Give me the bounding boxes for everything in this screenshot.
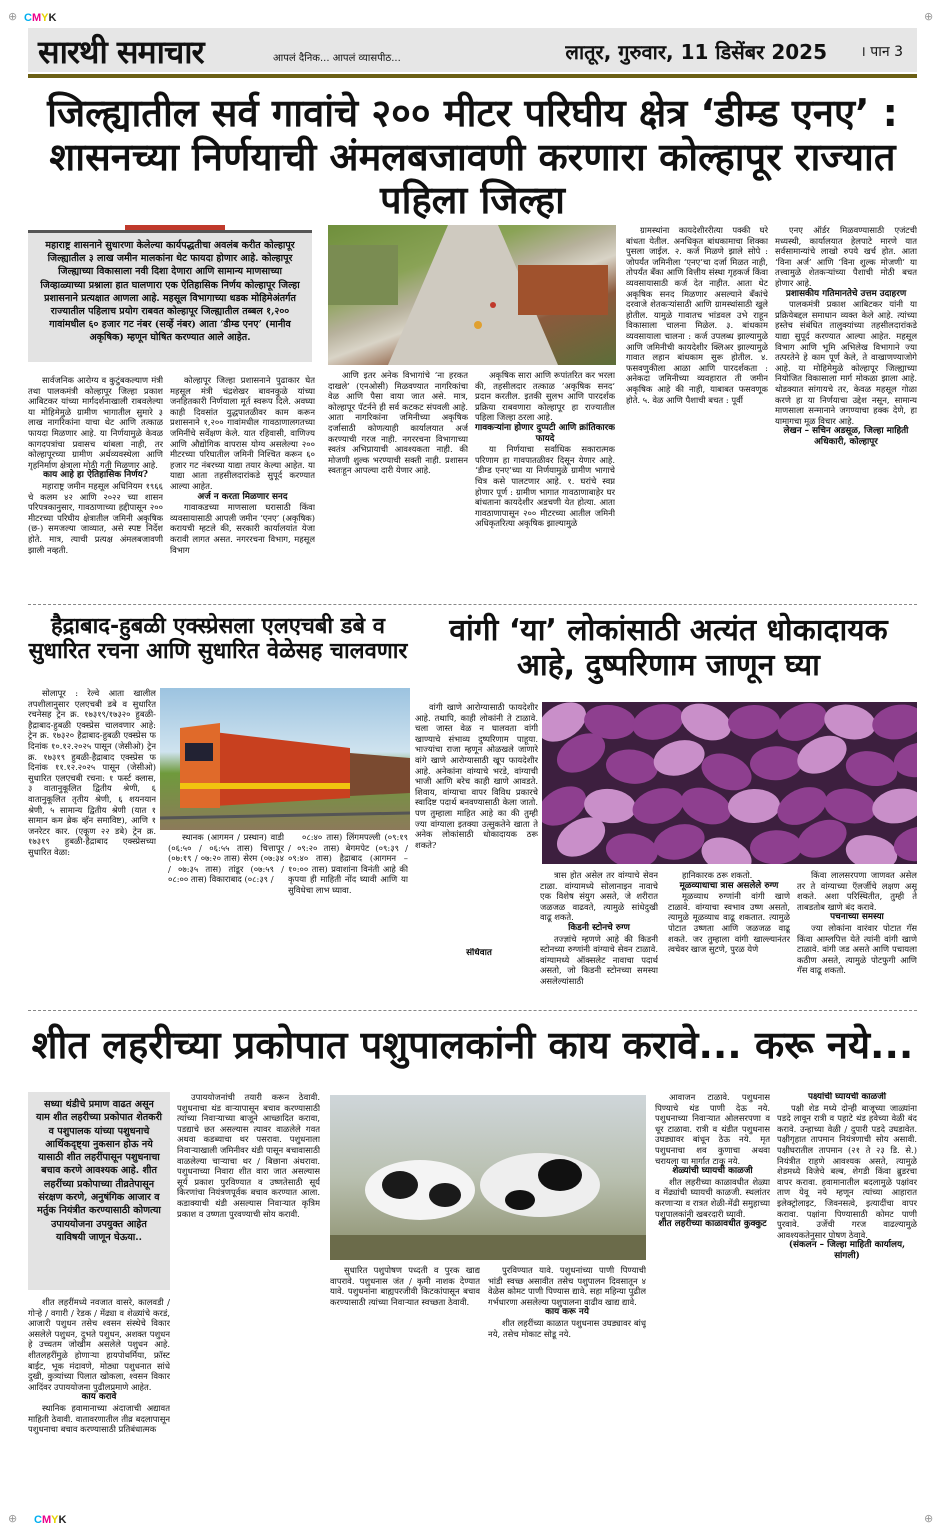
- byline: लेखन – सचिन अडसूळ, जिल्हा माहिती अधिकारी, कोल्हापूर: [783, 426, 909, 447]
- cmyk-y: Y: [51, 1514, 59, 1526]
- subheading: प्रशासकीय गतिमानतेचे उत्तम उदाहरण: [785, 288, 907, 299]
- subheading: पक्ष्यांची घ्यायची काळजी: [807, 1092, 887, 1102]
- masthead: [28, 28, 917, 72]
- eggplant-shape: [749, 745, 802, 781]
- cold-column-4: [488, 1265, 646, 1497]
- cmyk-m: M: [31, 12, 42, 24]
- subheading: मूळव्याधाचा त्रास असलेले रुग्ण: [679, 880, 779, 891]
- eggplant-shape: [628, 782, 687, 829]
- eggplant-shape: [727, 788, 780, 824]
- paragraph: ज्या लोकांना वारंवार पोटात गॅस किंवा आम्लपित्त येते त्यांनी वांगी खाणे टाळावे. वांगी जड असते आणि पचायला कठीण असते, त्यामुळे पोटफुगी आणि गॅस वाढू शकतो.: [797, 922, 917, 976]
- train-column-1: [28, 688, 156, 1003]
- paragraph: पुरविण्यात यावे. पशुधनांच्या पाणी पिण्याची भांडी स्वच्छ असावीत तसेच पशुपालन दिवसातून ४ वेळेस कोमट पाणी पिण्यास द्यावे. सहा महिन्या पुढील गर्भधारणा असलेल्या पशुपालना वाढीव खाद्य द्यावे.: [488, 1265, 646, 1307]
- lead-column-3: [328, 370, 468, 600]
- paragraph: अकृषिक सारा आणि रूपांतरित कर भरला की, तहसीलदार तत्काळ ‘अकृषिक सनद’ प्रदान करतील. इतकी सुलभ आणि पारदर्शक प्रक्रिया राबवणारा कोल्हापूर हा राज्यातील पहिला जिल्हा ठरला आहे.: [475, 370, 615, 423]
- registration-mark-icon: ⊕: [924, 1512, 934, 1525]
- subheading: किडनी स्टोनचे रुग्ण: [568, 922, 630, 933]
- train-column-2: [168, 832, 284, 1002]
- cold-column-2: [177, 1092, 320, 1497]
- cold-column-3: [330, 1265, 480, 1497]
- cmyk-k: K: [58, 1514, 67, 1526]
- tagline: आपलं दैनिक... आपलं व्यासपीठ...: [273, 53, 401, 64]
- cmyk-m: M: [41, 1514, 52, 1526]
- subheading: शीत लहरीच्या काळावधीत कुक्कुट: [658, 1219, 767, 1230]
- subheading: गावकऱ्यांना होणार दुप्पटी आणि क्रांतिकारक फायदे: [475, 422, 615, 444]
- registration-mark-icon: ⊕: [924, 10, 934, 23]
- registration-mark-icon: ⊕: [8, 10, 18, 23]
- subheading: काय करावे: [81, 1392, 117, 1403]
- subheading: पचनाच्या समस्या: [830, 912, 884, 923]
- eggplant-shape: [604, 747, 660, 787]
- paragraph: सार्वजनिक आरोग्य व कुटुंबकल्याण मंत्री तथा पालकमंत्री कोल्हापूर जिल्हा प्रकाश आबिटकर यांच्या मार्गदर्शनाखाली राबवलेल्या या मोहिमेमुळे ग्रामीण भागातील सुमारे ३ लाख नागरिकांना याचा थेट आणि तत्काळ फायदा मिळणार आहे. या निर्णयामुळे केवळ कागदपत्रांचा प्रवासच थांबला नाही, तर कोल्हापूरच्या ग्रामीण अर्थव्यवस्थेला आणि गृहनिर्माण क्षेत्राला मोठी गती मिळणार आहे.: [28, 375, 163, 470]
- brinjal-photo: [542, 702, 917, 864]
- brinjal-column-1b: [420, 948, 538, 1005]
- section-divider: [28, 604, 917, 605]
- subheading: काय आहे हा ऐतिहासिक निर्णय?: [43, 470, 148, 481]
- paragraph: तज्ज्ञांचे म्हणणे आहे की किडनी स्टोनच्या रुग्णांनी वांग्याचे सेवन टाळावे. वांग्यामध्ये ऑक्सलेट नावाचा पदार्थ असतो, जो किडनी स्टोनच्या समस्या असलेल्यांसाठी: [540, 933, 658, 986]
- paragraph: वांगी खाणे आरोग्यासाठी फायदेशीर आहे. तथापि, काही लोकांनी ते टाळावे. चला जास्त वेळ न घालवता वांगी खाण्याचे संभाव्य दुष्परिणाम पाहूया. भाज्यांचा राजा म्हणून ओळखले जाणारे वांगे खाणे आरोग्यासाठी खूप फायदेशीर आहे. अनेकांना वांग्याचे भरडे, वांग्याची भाजी आणि बरेच काही खाणे आवडते. शिवाय, वांग्याचा वापर विविध प्रकारचे स्वादिष्ट पदार्थ बनवण्यासाठी केला जातो. पण तुम्हाला माहित आहे का की तुम्ही ज्या वांग्याला इतक्या उत्सुकतेने खाता ते अनेक लोकांसाठी धोकादायक ठरू शकते?: [415, 702, 538, 850]
- paragraph: किंवा लालसरपणा जाणवत असेल तर ते वांग्याच्या ऍलर्जीचे लक्षण असू शकते. अशा परिस्थितीत, तुम्ही ते ताबडतोब खाणे बंद करावे.: [797, 870, 917, 912]
- paragraph: मूळव्याध रुग्णांनी वांगी खाणे टाळावे. वांग्याचा स्वभाव उष्ण असतो, त्यामुळे मूळव्याध वाढू शकतात. त्यामुळे पोटात उष्णता आणि जळजळ वाढू शकते. जर तुम्हाला वांगी खाल्ल्यानंतर त्वचेवर खाज सुटणे, पुरळ येणे: [668, 891, 790, 955]
- brinjal-column-1: [415, 702, 538, 947]
- cmyk-mark: [24, 12, 56, 24]
- masthead-rule: [28, 74, 917, 78]
- subheading: अर्ज न करता मिळणार सनद: [197, 491, 288, 502]
- cmyk-c: C: [34, 1514, 42, 1526]
- paragraph: पालकमंत्री प्रकाश आबिटकर यांनी या प्रक्रियेबद्दल समाधान व्यक्त केले आहे. त्यांच्या हस्तेच संबंधित तालुक्यांच्या तहसीलदारांकडे याद्या सुपूर्द करण्यात आल्या आहेत. महसूल विभाग आणि भूमि अभिलेख विभागाने ज्या तत्परतेने हे काम पूर्ण केले, ते वाखाणण्याजोगे आहे. या मोहिमेमुळे कोल्हापूर जिल्ह्याच्या नियोजित विकासाला मार्ग मोकळा झाला आहे. थोडक्यात सांगायचे तर, केवळ महसूल गोळा करणे हा या निर्णयाचा उद्देश नसून, सामान्य माणसाला सन्मानाने जगण्याचा हक्क देणे, हा यामागचा मूळ विचार आहे.: [775, 299, 917, 426]
- cold-column-1: [28, 1297, 170, 1497]
- paragraph: उपाययोजनांची तयारी करून ठेवावी. पशुधनाचा थंड वाऱ्यापासून बचाव करण्यासाठी त्यांच्या निवाऱ्याच्या बाजूने आच्छादित करावा, पडद्याचे छत असल्यास त्यावर वाळलेले गवत अथवा कडब्याचा थर पसरावा. पशुधनाला निवाऱ्याखाली जमिनीवर थंडी पासून बचावासाठी वाळलेल्या चाऱ्याचा थर / बिछाना अंथरावा. पशुधनाच्या निवारा शीत वारा जात असल्यास सूर्य प्रकाश पुरविण्यात व उष्णतेसाठी सूर्य किरणांचा नियंत्रणपूर्वक बचाव करण्यात आला. कडाक्याची थंडी असल्यास निवाऱ्यात कृत्रिम प्रकाश व उष्णता पुरवण्याची सोय करावी.: [177, 1092, 320, 1219]
- paragraph: पक्षी शेड मध्ये दोन्ही बाजूच्या जाळ्यांना पडदे लावून रात्री व पहाटे थंड हवेच्या वेळी बंद करावे. उन्हाच्या वेळी / दुपारी पडदे उघडावेत. पक्षीगृहात तापमान नियंत्रणाची सोय असावी. पक्षीघरातील तापमान (२१ ते २३ डि. से.) नियंत्रीत राहणे आवश्यक असते, त्यामुळे शेडमध्ये विजेचे बल्ब, शेगडी किंवा ब्रुडरचा वापर करावा. हवामानातील बदलामुळे पक्षांवर ताण येवू नये म्हणून त्यांच्या आहारात इलेक्ट्रोलाइट, जिवनसत्वे, इत्यादींचा वापर करावा. पक्षांना पिण्यासाठी कोमट पाणी पुरवावे. उर्जेची गरज वाढल्यामुळे आवश्यकतेनुसार पोषण ठेवावे.: [777, 1102, 917, 1240]
- paragraph: कोल्हापूर जिल्हा प्रशासनाने पुढाकार घेत महसूल मंत्री चंद्रशेखर बावनकुळे यांच्या जनहितकारी निर्णयाला मूर्त स्वरूप दिले. अवघ्या काही दिवसांत युद्धपातळीवर काम करून प्रशासनाने १,२०० गावांमधील गावठाणालगतच्या जमिनींचे सर्वेक्षण केले. यात रहिवासी, वाणिज्य आणि औद्योगिक वापरास योग्य असलेल्या २०० मीटरच्या परिघातील जमिनी निश्चित करून ६० हजार गट नंबरच्या याद्या तयार केल्या आहेत. या याद्या आता तहसीलदारांकडे सुपूर्द करण्यात आल्या आहेत.: [170, 375, 315, 491]
- paragraph: ०८:४० तास) लिंगमपल्ली (०९:१९ / ०९:२० तास) बेगमपेट (०९:३९ / ०९:४० तास) हैद्राबाद (आगमन – १०:०० तास) प्रवाशांना विनंती आहे की कृपया ही माहिती नोंद घ्यावी आणि या सुविधेचा लाभ घ्यावा.: [288, 832, 408, 895]
- eggplant-shape: [649, 734, 708, 781]
- cattle-photo: [330, 1095, 646, 1260]
- village-road-photo: [328, 225, 616, 365]
- lead-deck: महाराष्ट्र शासनाने सुधारणा केलेल्या कार्यपद्धतीचा अवलंब करीत कोल्हापूर जिल्ह्यातील ३ लाख जमीन मालकांना थेट फायदा होणार आहे. कोल्हापूर जिल्ह्याच्या विकासाला नवी दिशा देणारा आणि सामान्य माणसाच्या जिव्हाळ्याच्या प्रश्नाला हात घालणारा एक ऐतिहासिक निर्णय कोल्हापूर जिल्हा प्रशासनाने प्रत्यक्षात आणला आहे. महसूल विभागाच्या धडक मोहिमेअंतर्गत राज्यातील पहिलाच प्रयोग राबवत कोल्हापूर जिल्ह्यातील तब्बल १,२०० गावांमधील ६० हजार गट नंबर (सर्व्हे नंबर) आता ‘डीम्ड एनए’ (मानीव अकृषिक) म्हणून घोषित करण्यात आले आहेत.: [28, 230, 312, 362]
- paragraph: शीत लहरींच्या काळात पशुधनास उघड्यावर बांधू नये, तसेच मोकाट सोडू नये.: [488, 1317, 646, 1339]
- eggplant-shape: [649, 818, 708, 864]
- eggplant-shape: [727, 704, 780, 740]
- paragraph: गावाकडच्या माणसाला घरासाठी किंवा व्यवसायासाठी आपली जमीन ‘एनए’ (अकृषिक) करायची म्हटले की, सरकारी कार्यालयांत येजा करावी लागत असत. नगररचना विभाग, महसूल विभाग: [170, 502, 315, 555]
- eggplant-shape: [696, 831, 757, 864]
- byline: (संकलन – जिल्हा माहिती कार्यालय, सांगली): [788, 1240, 906, 1261]
- lead-column-6: [775, 225, 917, 600]
- page-number: । पान 3: [860, 44, 903, 60]
- lead-column-1: [28, 375, 163, 600]
- cold-column-6: [777, 1092, 917, 1497]
- eggplant-shape: [869, 702, 917, 744]
- paragraph: हानिकारक ठरू शकतो.: [682, 870, 753, 880]
- paragraph: शीत लहरींमध्ये नवजात वासरे, कालवडी / गोऱ्हे / वगारी / रेडक / मेंढ्या व शेळ्यांचे करडं, आजारी पशुधन तसेच श्वसन संस्थेचे विकार असलेले पशुधन, दुभते पशुधन, अशक्त पशुधन हे उच्चतम जोखीम असलेले पशुधन आहे. शीतलहरींमुळे होणाऱ्या हायपोथर्मिया, फ्रॉस्ट बाईट, भूक मंदावणे, मोठ्या पशुधनात सांधे दुखी, कुत्र्यांच्या पिलात खोकला, श्वसन विकार आदिंवर उपाययोजना पुढीलप्रमाणे आहेत.: [28, 1297, 170, 1392]
- paragraph: ग्रामस्थांना कायदेशीररीत्या पक्की घरे बांधता येतील. अनधिकृत बांधकामाचा शिक्का पुसला जाईल. २. कर्ज मिळणे झाले सोपे : जोपर्यंत जमिनीला ‘एनए’चा दर्जा मिळत नाही, तोपर्यंत बँका आणि वित्तीय संस्था गृहकर्ज किंवा व्यवसायासाठी कर्ज देत नाहीत. आता थेट अकृषिक सनद मिळणार असल्याने बँकांचे दरवाजे शेतकऱ्यांसाठी आणि ग्रामस्थांसाठी खुले होतील. यामुळे गावातच भांडवल उभे राहून विकासाला चालना मिळेल. ३. बांधकाम व्यवसायाला चालना : कर्ज उपलब्ध झाल्यामुळे आणि जमिनीची कायदेशीर क्लिअर झाल्यामुळे गावात लहान बांधकाम सुरू होतील. ४. फसवणुकीला आळा आणि पारदर्शकता : अनेकदा जमिनीच्या व्यवहारात ती जमीन अकृषिक आहे की नाही, याबाबत फसवणूक होते. ५. वेळ आणि पैशाची बचत : पूर्वी: [626, 225, 768, 405]
- eggplant-shape: [628, 702, 687, 746]
- eggplant-shape: [869, 784, 917, 827]
- brinjal-column-4: [797, 870, 917, 1005]
- eggplants-illustration: [542, 702, 917, 864]
- cmyk-y: Y: [41, 12, 49, 24]
- lead-column-4: [475, 370, 615, 600]
- paragraph: स्थानिक हवामानाच्या अंदाजाची अद्यावत माहिती ठेवावी. वातावरणातील तीव्र बदलापासून पशुधनाचा बचाव करण्यासाठी प्रतिबंधात्मक: [28, 1402, 170, 1435]
- eggplant-shape: [604, 831, 660, 864]
- cmyk-c: C: [24, 12, 32, 24]
- paragraph: या निर्णयाचा सर्वाधिक सकारात्मक परिणाम हा गावपातळीवर दिसून येणार आहे. ‘डीम्ड एनए’च्या या निर्णयामुळे ग्रामीण भागाचे चित्र कसे पालटणार आहे. १. घरांचे स्वप्न होणार पूर्ण : ग्रामीण भागात गावठाणाबाहेर घर बांधताना कायदेशीर अडचणी येत होत्या. आता गावठाणापासून २०० मीटरच्या आतील जमिनी अधिकृतरित्या अकृषिक झाल्यामुळे: [475, 444, 615, 529]
- subheading: शेळ्यांची घ्यायची काळजी: [672, 1166, 753, 1177]
- cmyk-k: K: [48, 12, 57, 24]
- paragraph: शीत लहरीच्या काळावधीत शेळ्या व मेंढ्यांची घ्यायची काळजी. स्थलांतर करणाऱ्या व रात्रत शेळी-मेंढी समुहाच्या पशुपालकांनी खबरदारी घ्यावी.: [655, 1176, 770, 1219]
- paragraph: आणि इतर अनेक विभागांचे ‘ना हरकत दाखले’ (एनओसी) मिळवण्यात नागरिकांचा वेळ आणि पैसा वाया जात असे. मात्र, कोल्हापूर पॅटर्नने ही सर्व कटकट संपवली आहे. आता नागरिकांना जमिनीच्या अकृषिक दर्जासाठी कोणत्याही कार्यालयात अर्ज करण्याची गरज नाही. नगररचना विभागाच्या स्वतंत्र अभिप्रायाची आवश्यकता नाही. की मोजणी शुल्क भरण्याची सक्ती नाही. प्रशासन स्वतःहून आपल्या दारी येणार आहे.: [328, 370, 468, 476]
- lead-column-5: [626, 225, 768, 600]
- lead-headline: जिल्ह्यातील सर्व गावांचे २०० मीटर परिघीय क्षेत्र ‘डीम्ड एनए’ : शासनच्या निर्णयाची अंमलबजावणी करणारा कोल्हापूर राज्यात पहिला जिल्हा: [47, 91, 898, 223]
- cattle-illustration: [330, 1095, 646, 1260]
- dateline: लातूर, गुरुवार, 11 डिसेंबर 2025: [565, 40, 827, 64]
- paragraph: सोलापूर : रेल्वे आता खालील तपशीलानुसार एलएचबी डबे व सुधारित रचनेसह ट्रेन क्र. १७३१९/१७३२० हुबळी-हैद्राबाद-हुबळी एक्स्प्रेस चालवणार आहे: ट्रेन क्र. १७३२० हैद्राबाद-हुबळी एक्स्प्रेस फ दिनांक १०.१२.२०२५ पासून (जेसीओ) ट्रेन क्र. १७३१९ हुबळी-हैद्राबाद एक्स्प्रेस फ दिनांक ११.१२.२०२५ पासून (जेसीओ) सुधारित एलएचबी रचना: १ फर्स्ट क्लास, ३ वातानुकूलित द्वितीय श्रेणी, ६ वातानुकूलित तृतीय श्रेणी, ६ शयनयान श्रेणी, ५ सामान्य द्वितीय श्रेणी (यात १ सामान कम ब्रेक व्हॅन समाविष्ट), आणि १ जनरेटर कार. (एकूण २२ डबे) ट्रेन क्र. १७३१९ हुबळी-हैद्राबाद एक्स्प्रेसच्या सुधारित वेळा:: [28, 688, 156, 857]
- cold-wave-deck: सध्या थंडीचे प्रमाण वाढत असून याम शीत लहरीच्या प्रकोपात शेतकरी व पशुपालक यांच्या पशुधनाचे आर्थिकदृष्ट्या नुकसान होऊ नये यासाठी शीत लहरींपासून पशुधनाचा बचाव करणे आवश्यक आहे. शीत लहरींच्या प्रकोपाच्या तीव्रतेपासून संरक्षण करणे, अनुषंगिक आजार व मर्तुक नियंत्रीत करण्यासाठी कोणत्या उपाययोजना उपयुक्त आहेत याविषयी जाणून घेऊया..: [28, 1092, 170, 1290]
- brinjal-column-3: [668, 870, 790, 1005]
- lead-column-2: [170, 375, 315, 600]
- eggplant-shape: [843, 831, 901, 864]
- cold-wave-headline: शीत लहरीच्या प्रकोपात पशुपालकांनी काय करावे... करू नये...: [31, 1023, 914, 1067]
- brinjal-headline: वांगी ‘या’ लोकांसाठी अत्यंत धोकादायक आहे, दुष्परिणाम जाणून घ्या: [449, 613, 888, 683]
- eggplant-shape: [749, 829, 802, 864]
- cold-column-5: [655, 1092, 770, 1497]
- paragraph: त्रास होत असेल तर वांग्याचे सेवन टाळा. वांग्यामध्ये सोलानाइन नावाचे एक विशेष संयुग असते, जे शरीरात जळजळ वाढवते, त्यामुळे सांधेदुखी वाढू शकते.: [540, 870, 658, 923]
- train-photo: [160, 688, 410, 830]
- eggplant-shape: [843, 747, 901, 791]
- newspaper-logo: सारथी समाचार: [38, 33, 204, 71]
- paragraph: स्थानक (आगमन / प्रस्थान) वाडी (०६:५० / ०६:५५ तास) चित्तापूर (०७:१९ / ०७:२० तास) सेरम (०७:३४ / ०७:३५ तास) तांडूर (०७:५९ / ०८:०० तास) विकाराबाद (०८:३९ /: [168, 832, 284, 885]
- train-column-3: [288, 832, 408, 1002]
- train-headline: हैद्राबाद-हुबळी एक्स्प्रेसला एलएचबी डबे व सुधारित रचना आणि सुधारित वेळेसह चालवणार: [28, 614, 408, 665]
- paragraph: एनए ऑर्डर मिळवण्यासाठी एजंटची मध्यस्थी, कार्यालयात हेलपाटे मारणे यात सर्वसामान्यांचे लाखो रुपये खर्च होत. आता ‘विना अर्ज’ आणि ‘विना शुल्क मोजणी’ या तत्त्वामुळे शेतकऱ्यांच्या पैशाची मोठी बचत होणार आहे.: [775, 225, 917, 288]
- village-road-illustration: [328, 225, 616, 365]
- subheading: संधिवात: [466, 948, 492, 958]
- subheading: काय करू नये: [545, 1307, 589, 1318]
- brinjal-column-2: [540, 870, 658, 1005]
- section-divider: [28, 1010, 917, 1011]
- locomotive-illustration: [160, 688, 410, 830]
- paragraph: आवाजन टाळावे. पशुधनास पिण्याचे थंड पाणी देऊ नये. पशुधनाच्या निवाऱ्यात ओलसरपणा व धूर टाळावा. रात्री व थंडीत पशुधनास उघड्यावर बांधून ठेऊ नये. मृत पशुधनाचा शव कुणाचा अथवा चरायला या मार्गात टाकू नये.: [655, 1092, 770, 1166]
- paragraph: महाराष्ट्र जमीन महसूल अधिनियम १९६६ चे कलम ४२ आणि २०२२ च्या शासन परिपत्रकानुसार, गावठाणाच्या हद्दीपासून २०० मीटरच्या परिघीय क्षेत्रातील जमिनी अकृषिक (छ-) समजल्या जाव्यात, असे स्पष्ट निर्देश होते. मात्र, त्याची प्रत्यक्ष अंमलबजावणी झाली नव्हती.: [28, 480, 163, 555]
- paragraph: सुधारित पशुपोषण पध्दती व पुरक खाद्य वापरावे. पशुधनास जंत / कृमी नाशक देण्यात यावे. पशुधनांना बाह्यपरजीवी किटकांपासून बचाव करण्यासाठी त्यांच्या निवाऱ्यात स्वच्छता ठेवावी.: [330, 1265, 480, 1307]
- cmyk-mark: [34, 1514, 66, 1526]
- registration-mark-icon: ⊕: [8, 1512, 18, 1525]
